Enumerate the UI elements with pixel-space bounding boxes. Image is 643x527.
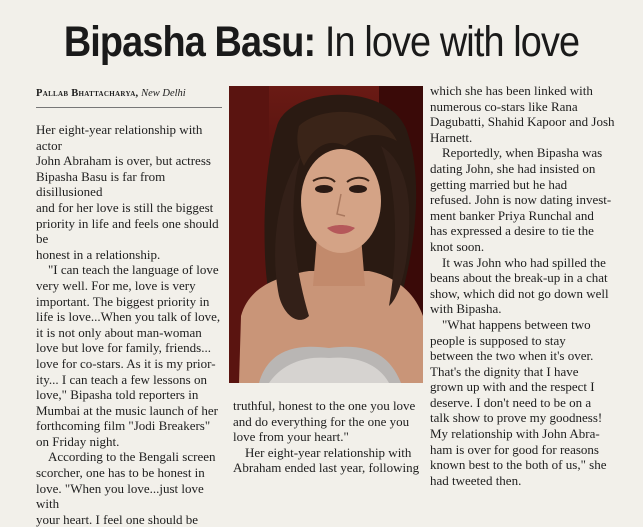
- paragraph: Her eight-year relationship with actor John Abraham is over, but actress Bipasha Basu is far from disillusioned and for her love is still the biggest priority in life and feels one should be honest in a relationship.: [36, 122, 219, 262]
- headline-tagline: In love with love: [315, 18, 580, 66]
- paragraph: which she has been linked with numerous co-stars like Rana Dagubatti, Shahid Kapoor and Josh Harnett.: [430, 83, 615, 145]
- article-column-3: [430, 83, 626, 488]
- byline: [36, 88, 186, 100]
- portrait-illustration: [229, 86, 423, 383]
- byline-location: New Delhi: [141, 88, 186, 99]
- byline-rule: [36, 107, 222, 108]
- portrait-photo: [229, 86, 423, 383]
- paragraph: truthful, honest to the one you love and do everything for the one you love from your heart.": [233, 398, 416, 445]
- byline-author: Pallab Bhattacharya,: [36, 88, 139, 99]
- headline: [39, 16, 605, 68]
- headline-name: Bipasha Basu: [63, 18, 304, 66]
- article-column-2: [233, 398, 429, 476]
- article-column-1: [36, 122, 226, 527]
- paragraph: Her eight-year relationship with Abraham ended last year, following: [233, 444, 420, 476]
- paragraph: It was John who had spilled the beans about the break-up in a chat show, which did not go down well with Bipasha.: [430, 254, 609, 317]
- headline-colon: :: [303, 18, 316, 66]
- paragraph: "I can teach the language of love very well. For me, love is very important. The biggest priority in life is love...When you talk of love, it is not only about man-woman love but love for family, friends... love for co-stars. As it is my prior- ity... I can teach a few lessons on love," Bipasha told reporters in Mumbai at the music launch of her forthcoming film "Jodi Breakers" on Friday night.: [36, 262, 221, 449]
- paragraph: "What happens between two people is supposed to stay between the two when it's over. That's the dignity that I have grown up with and the respect I deserve. I don't need to be on a talk show to prove my goodness! My relationship with John Abra- ham is over for good for reasons known best to the both of us," she had tweeted then.: [430, 316, 607, 488]
- paragraph: Reportedly, when Bipasha was dating John, she had insisted on getting married but he had refused. John is now dating invest- ment banker Priya Runchal and has expressed a desire to tie the knot soon.: [430, 145, 612, 254]
- paragraph: According to the Bengali screen scorcher, one has to be honest in love. "When you love...just love with your heart. I feel one should be: [36, 449, 216, 527]
